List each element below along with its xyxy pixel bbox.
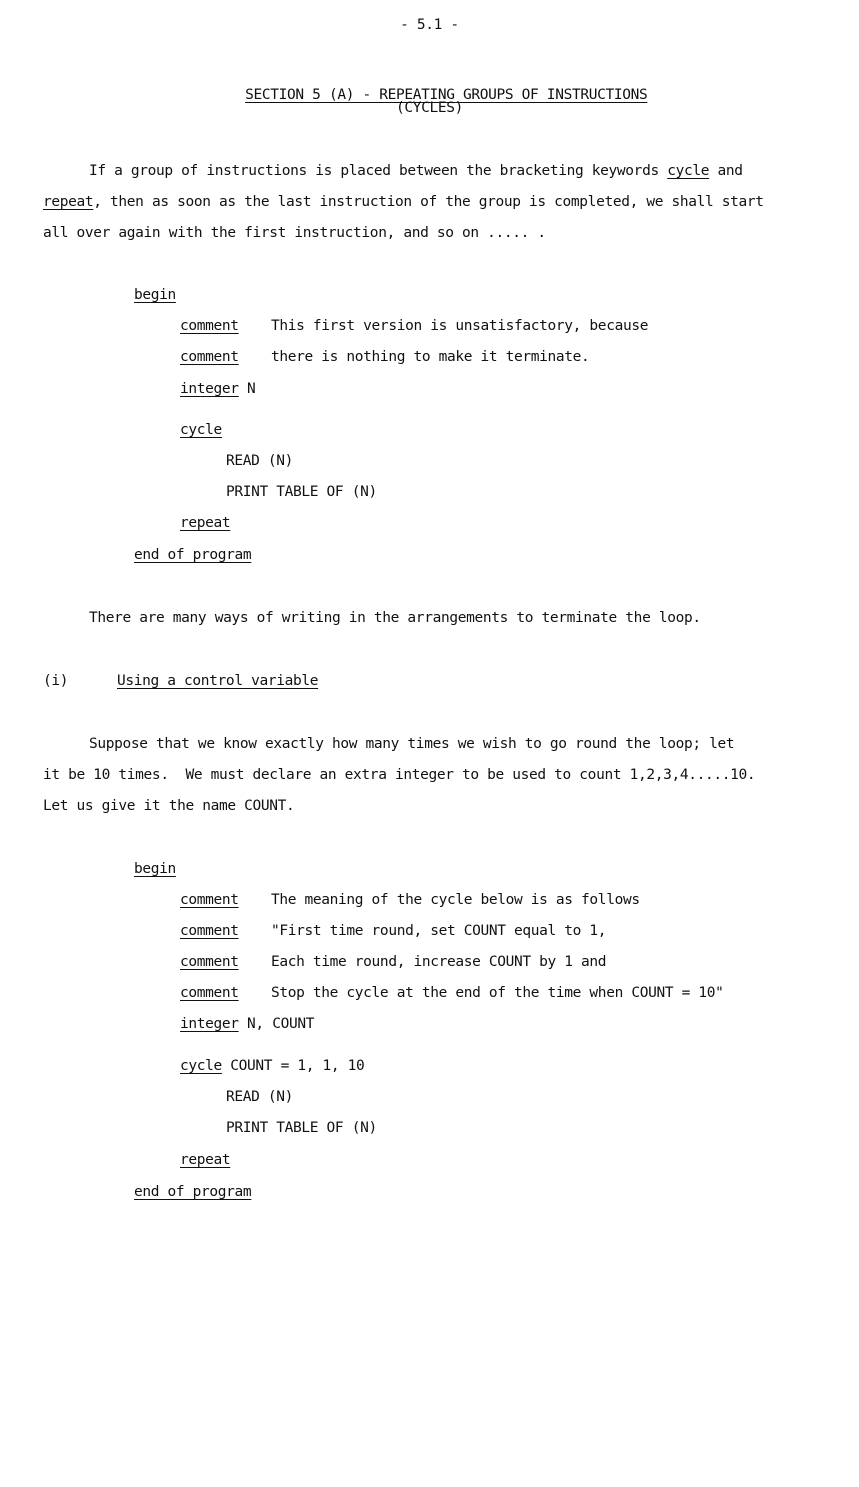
keyword-cycle: cycle	[180, 1058, 222, 1074]
keyword-cycle: cycle	[667, 163, 710, 179]
program2-declaration	[180, 1015, 314, 1033]
program2-repeat: repeat	[180, 1152, 231, 1168]
comment-text: there is nothing to make it terminate.	[271, 349, 590, 365]
intro-text: If a group of instructions is placed between the bracketing keywords	[89, 163, 668, 179]
keyword-integer: integer	[180, 1016, 239, 1032]
subsection-number: (i)	[43, 673, 69, 689]
program2-comment-line	[180, 953, 606, 971]
keyword-integer: integer	[180, 381, 239, 397]
program1-comment-line	[180, 348, 589, 366]
keyword-comment: comment	[180, 318, 239, 334]
declaration-text: N	[238, 381, 256, 397]
keyword-comment: comment	[180, 954, 239, 970]
keyword-comment: comment	[180, 349, 239, 365]
section-subtitle: (CYCLES)	[395, 100, 464, 116]
keyword-comment: comment	[180, 923, 239, 939]
program2-begin: begin	[134, 861, 176, 877]
subsection-title: Using a control variable	[117, 673, 319, 689]
paragraph-ways: There are many ways of writing in the arrangements to terminate the loop.	[89, 610, 701, 626]
page-number: - 5.1 -	[400, 17, 459, 33]
program2-comment-line	[180, 891, 640, 909]
program1-begin: begin	[134, 287, 176, 303]
intro-text: , then as soon as the last instruction of the group is completed, we shall start	[93, 194, 764, 210]
paragraph-suppose-line-1: Suppose that we know exactly how many times we wish to go round the loop; let	[89, 736, 735, 752]
keyword-comment: comment	[180, 892, 239, 908]
comment-text: This first version is unsatisfactory, because	[271, 318, 649, 334]
keyword-comment: comment	[180, 985, 239, 1001]
program2-statement: PRINT TABLE OF (N)	[226, 1120, 377, 1136]
program1-statement: READ (N)	[226, 453, 294, 469]
intro-line-3: all over again with the first instruction, and so on ..... .	[43, 225, 546, 241]
program1-comment-line	[180, 317, 648, 335]
declaration-text: N, COUNT	[238, 1016, 315, 1032]
program2-comment-line	[180, 984, 724, 1002]
comment-text: Each time round, increase COUNT by 1 and	[271, 954, 607, 970]
comment-text: "First time round, set COUNT equal to 1,	[271, 923, 607, 939]
program1-repeat: repeat	[180, 515, 231, 531]
program2-cycle-line	[180, 1057, 364, 1075]
program1-end: end of program	[134, 547, 252, 563]
program1-declaration	[180, 380, 255, 398]
program2-comment-line	[180, 922, 606, 940]
program2-statement: READ (N)	[226, 1089, 294, 1105]
section-title: SECTION 5 (A) - REPEATING GROUPS OF INSTRUCTIONS	[245, 87, 648, 103]
program2-end: end of program	[134, 1184, 252, 1200]
cycle-parameters: COUNT = 1, 1, 10	[221, 1058, 365, 1074]
program1-cycle: cycle	[180, 422, 222, 438]
paragraph-suppose-line-2: it be 10 times. We must declare an extra integer to be used to count 1,2,3,4.....10.	[43, 767, 756, 783]
program1-statement: PRINT TABLE OF (N)	[226, 484, 377, 500]
keyword-repeat: repeat	[43, 194, 94, 210]
comment-text: Stop the cycle at the end of the time when COUNT = 10"	[271, 985, 724, 1001]
intro-text: and	[709, 163, 743, 179]
paragraph-suppose-line-3: Let us give it the name COUNT.	[43, 798, 295, 814]
intro-line-2	[43, 193, 764, 211]
comment-text: The meaning of the cycle below is as follows	[271, 892, 640, 908]
intro-line-1	[89, 162, 743, 180]
